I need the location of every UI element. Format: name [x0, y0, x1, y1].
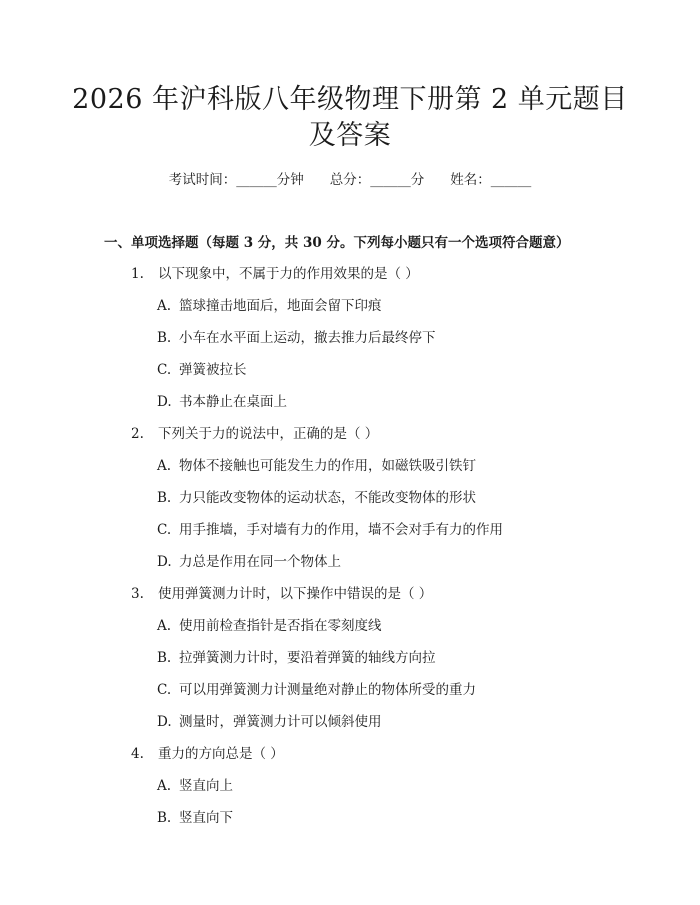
- question-number: 1.: [131, 266, 144, 282]
- option-letter: C.: [157, 522, 172, 538]
- option-2b: [157, 486, 476, 506]
- option-letter: A.: [157, 778, 172, 794]
- exam-time: 考试时间：______分钟: [168, 172, 304, 188]
- option-1d: [157, 390, 287, 410]
- option-text: 测量时，弹簧测力计可以倾斜使用: [179, 714, 382, 730]
- option-letter: D.: [157, 714, 172, 730]
- option-text: 竖直向下: [179, 810, 233, 826]
- option-letter: A.: [157, 458, 172, 474]
- option-text: 小车在水平面上运动，撤去推力后最终停下: [179, 330, 436, 346]
- option-2d: [157, 550, 341, 570]
- option-1a: [157, 294, 382, 314]
- option-letter: B.: [157, 330, 172, 346]
- option-4b: [157, 806, 233, 826]
- option-text: 可以用弹簧测力计测量绝对静止的物体所受的重力: [179, 682, 476, 698]
- question-4: [131, 742, 284, 762]
- option-letter: B.: [157, 650, 172, 666]
- option-1b: [157, 326, 436, 346]
- option-text: 弹簧被拉长: [179, 362, 247, 378]
- student-name: 姓名：______: [450, 172, 532, 188]
- option-3c: [157, 678, 476, 698]
- option-text: 物体不接触也可能发生力的作用，如磁铁吸引铁钉: [179, 458, 476, 474]
- question-3: [131, 582, 432, 602]
- question-2: [131, 422, 378, 442]
- option-3a: [157, 614, 382, 634]
- option-3b: [157, 646, 436, 666]
- option-text: 用手推墙，手对墙有力的作用，墙不会对手有力的作用: [179, 522, 503, 538]
- question-text: 使用弹簧测力计时，以下操作中错误的是（ ）: [158, 586, 433, 602]
- option-text: 篮球撞击地面后，地面会留下印痕: [179, 298, 382, 314]
- question-text: 以下现象中，不属于力的作用效果的是（ ）: [158, 266, 419, 282]
- question-text: 下列关于力的说法中，正确的是（ ）: [158, 426, 379, 442]
- question-text: 重力的方向总是（ ）: [158, 746, 284, 762]
- option-letter: B.: [157, 490, 172, 506]
- question-number: 4.: [131, 746, 144, 762]
- option-text: 竖直向上: [179, 778, 233, 794]
- option-text: 拉弹簧测力计时，要沿着弹簧的轴线方向拉: [179, 650, 436, 666]
- option-3d: [157, 710, 382, 730]
- option-text: 书本静止在桌面上: [179, 394, 287, 410]
- question-number: 2.: [131, 426, 144, 442]
- option-letter: A.: [157, 618, 172, 634]
- option-letter: A.: [157, 298, 172, 314]
- option-letter: C.: [157, 362, 172, 378]
- section-heading: 一、单项选择题（每题 3 分，共 30 分。下列每小题只有一个选项符合题意）: [104, 235, 570, 251]
- total-score: 总分：______分: [329, 172, 425, 188]
- title-line-1: 2026 年沪科版八年级物理下册第 2 单元题目: [72, 84, 628, 115]
- question-number: 3.: [131, 586, 144, 602]
- exam-info-line: [0, 168, 700, 188]
- option-letter: D.: [157, 554, 172, 570]
- option-text: 使用前检查指针是否指在零刻度线: [179, 618, 382, 634]
- option-text: 力总是作用在同一个物体上: [179, 554, 341, 570]
- option-letter: B.: [157, 810, 172, 826]
- option-2c: [157, 518, 503, 538]
- title-line-2: 及答案: [308, 120, 392, 151]
- question-1: [131, 262, 419, 282]
- option-text: 力只能改变物体的运动状态，不能改变物体的形状: [179, 490, 476, 506]
- option-2a: [157, 454, 476, 474]
- option-letter: D.: [157, 394, 172, 410]
- option-4a: [157, 774, 233, 794]
- option-letter: C.: [157, 682, 172, 698]
- document-title: [60, 82, 640, 154]
- option-1c: [157, 358, 247, 378]
